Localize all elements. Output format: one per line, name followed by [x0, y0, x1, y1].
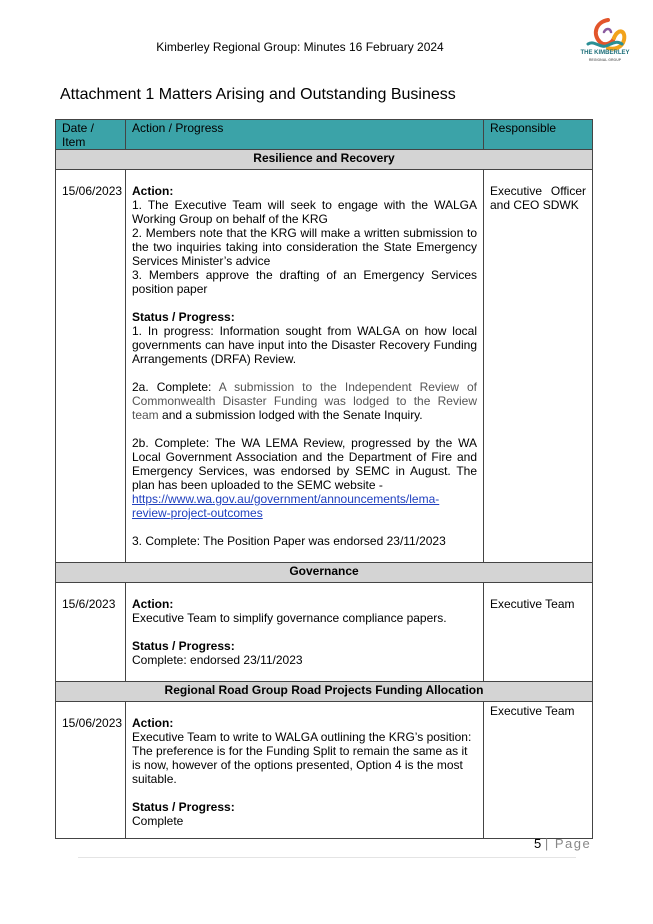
action-label: Action: — [132, 597, 174, 611]
column-header-date: Date / Item — [56, 120, 126, 150]
table-header-row — [56, 120, 593, 150]
status-label: Status / Progress: — [132, 310, 235, 324]
table-row — [56, 170, 593, 563]
action-progress-cell — [126, 170, 484, 563]
date-cell: 15/6/2023 — [56, 583, 126, 682]
date-cell: 15/06/2023 — [56, 170, 126, 563]
action-label: Action: — [132, 184, 174, 198]
status-item-2a: 2a. Complete: A submission to the Independent Review of Commonwealth Disaster Funding was lodged to the Review team and a submission lodged with the Senate Inquiry. — [132, 380, 477, 422]
status-label: Status / Progress: — [132, 639, 235, 653]
document-header-title: Kimberley Regional Group: Minutes 16 February 2024 — [156, 40, 444, 54]
action-progress-cell — [126, 702, 484, 839]
action-item: Executive Team to write to WALGA outlining the KRG’s position: The preference is for the Funding Split to remain the same as it is now, however of the options presented, Option 4 is the most suitable. — [132, 730, 472, 786]
action-item: Executive Team to simplify governance compliance papers. — [132, 611, 447, 625]
action-item: 3. Members approve the drafting of an Emergency Services position paper — [132, 268, 477, 296]
responsible-cell: Executive Officer and CEO SDWK — [484, 170, 593, 563]
section-row-resilience — [56, 150, 593, 170]
section-row-road-projects — [56, 682, 593, 702]
action-item: 2. Members note that the KRG will make a written submission to the two inquiries taking into consideration the State Emergency Services Minister’s advice — [132, 226, 477, 268]
table-row — [56, 702, 593, 839]
status-item-3: 3. Complete: The Position Paper was endorsed 23/11/2023 — [132, 534, 446, 548]
lema-review-link[interactable]: https://www.wa.gov.au/government/announcements/lema-review-project-outcomes — [132, 492, 440, 520]
section-title: Governance — [56, 563, 593, 583]
column-header-action: Action / Progress — [126, 120, 484, 150]
status-item: 1. In progress: Information sought from WALGA on how local governments can have input into the Disaster Recovery Funding Arrangements (DRFA) Review. — [132, 324, 477, 366]
footer-divider — [78, 857, 576, 858]
status-label: Status / Progress: — [132, 800, 235, 814]
page-number: 5 | Page — [534, 836, 592, 851]
logo-text: THE KIMBERLEY REGIONAL GROUP — [580, 50, 630, 62]
status-item-2b: 2b. Complete: The WA LEMA Review, progressed by the WA Local Government Association and the Department of Fire and Emergency Services, was endorsed by SEMC in August. The plan has been uploaded to the SEMC website - — [132, 436, 477, 492]
date-cell: 15/06/2023 — [56, 702, 126, 839]
section-row-governance — [56, 563, 593, 583]
status-item: Complete — [132, 814, 184, 828]
table-row — [56, 583, 593, 682]
responsible-cell: Executive Team — [484, 583, 593, 682]
column-header-responsible: Responsible — [484, 120, 593, 150]
section-title: Regional Road Group Road Projects Funding Allocation — [56, 682, 593, 702]
status-item: Complete: endorsed 23/11/2023 — [132, 653, 303, 667]
attachment-title: Attachment 1 Matters Arising and Outstanding Business — [60, 86, 456, 103]
matters-arising-table — [55, 119, 593, 839]
action-item: 1. The Executive Team will seek to engage with the WALGA Working Group on behalf of the KRG — [132, 198, 477, 226]
responsible-cell: Executive Team — [484, 702, 593, 839]
section-title: Resilience and Recovery — [56, 150, 593, 170]
action-progress-cell — [126, 583, 484, 682]
action-label: Action: — [132, 716, 174, 730]
